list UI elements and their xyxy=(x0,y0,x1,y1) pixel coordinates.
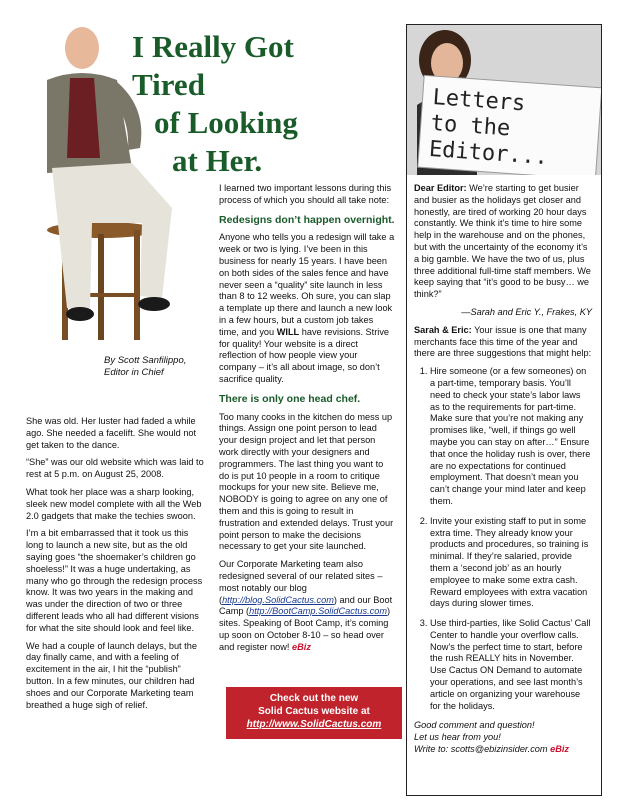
tips-list xyxy=(414,366,592,712)
cta-box[interactable] xyxy=(226,687,402,739)
letter-body: We’re starting to get busier and busier as the holidays get closer and honestly, are tired of working 20 hour days constantly. We think it’s time to hire some help in the warehouse and on the phones, but with the uncertainty of the economy it’s a big gamble. We have the two of us, plus three additional full-time staff members. We keep saying that “it’s good to be busy… we think?” xyxy=(414,183,591,300)
intro-paragraph: I learned two important lessons during this process of which you should all take note: xyxy=(219,183,392,205)
write-to: Write to: scotts@ebizinsider.com xyxy=(414,744,551,755)
closing-line-2: Let us hear from you! xyxy=(414,732,501,743)
subhead-head-chef: There is only one head chef. xyxy=(219,392,361,405)
reply-label: Sarah & Eric: xyxy=(414,324,472,335)
cta-line-1: Check out the new xyxy=(269,693,359,704)
reply-paragraph xyxy=(414,325,592,360)
tip-item: 1. Hire someone (or a few someones) on a part-time, temporary basis. You’ll need to check your state’s labor laws as to the requirements for part-time. Make sure that you’re not making any promises like, “well, if things go well maybe you can stay on after…” Ensure that once the holiday rush is over, there are no expectations for continued employment. That doesn’t mean you can’t change your mind later and keep them. xyxy=(430,366,592,508)
cta-line-2: Solid Cactus website at xyxy=(258,706,370,717)
closing xyxy=(414,720,592,755)
left-paragraph: I’m a bit embarrassed that it took us this long to launch a new site, but as the old saying goes “the shoemaker’s children go shoeless!” It was a huge undertaking, as many who go through the redesign process know. It was two years in the making and was under the direction of two or three different leads who all had different visions for what the site should look and feel like. xyxy=(26,528,203,633)
sign-line-2: to the xyxy=(429,110,512,142)
headline-line-1: I Really Got Tired xyxy=(132,29,294,102)
sign-line-1: Letters xyxy=(431,85,527,117)
headline-line-2: of Looking xyxy=(154,105,298,140)
left-paragraph: What took her place was a sharp looking, sleek new model complete with all the Web 2.0 gadgets that make the techies swoon. xyxy=(26,486,202,521)
related-text-c: ) sites. Speaking of Boot Camp, it’s coming up soon on October 8-10 – so head over and register now! xyxy=(219,606,391,652)
reply-intro: Your issue is one that many merchants face this time of the year and there are three suggestions that might help: xyxy=(414,324,592,359)
left-paragraph: She was old. Her luster had faded a while ago. She needed a facelift. She would not get taken to the dance. xyxy=(26,416,197,450)
related-text-a: Our Corporate Marketing team also redesigned several of our related sites – most notably our blog ( xyxy=(219,559,383,605)
byline xyxy=(104,355,214,379)
byline-role: Editor in Chief xyxy=(104,367,164,378)
left-paragraph: We had a couple of launch delays, but the day finally came, and with a feeling of excitement in the air, I hit the “publish” button. In a few minutes, our children had shoes and our Corporate Marketing team breathed a huge sigh of relief. xyxy=(26,640,197,710)
byline-name: By Scott Sanfilippo, xyxy=(104,355,187,366)
letters-photo xyxy=(407,25,601,175)
ebiz-mark: eBiz xyxy=(550,744,570,755)
sign-line-3: Editor... xyxy=(428,136,549,171)
left-paragraph: “She” was our old website which was laid to rest at 5 p.m. on August 25, 2008. xyxy=(26,457,204,480)
tip-item: 2. Invite your existing staff to put in some extra time. They already know your products and procedures, so training is minimal. If they’re salaried, provide them a ‘second job’ as an hourly employee to make some extra cash. Reward employees with extra vacation days during slower times. xyxy=(430,516,592,610)
will-emphasis: WILL xyxy=(276,326,300,337)
middle-column xyxy=(219,183,395,659)
cta-url-link[interactable]: http://www.SolidCactus.com xyxy=(246,719,382,730)
bootcamp-link[interactable]: http://BootCamp.SolidCactus.com xyxy=(249,606,388,617)
ebiz-mark: eBiz xyxy=(292,641,311,652)
left-column xyxy=(26,416,208,717)
redesign-text-b: have revisions. Strive for quality! Your website is a direct reflection of how people view your company – it’s all about image, so don’t sacrifice quality. xyxy=(219,326,390,384)
related-text-b: ) and our Boot Camp ( xyxy=(219,594,393,617)
head-chef-paragraph: Too many cooks in the kitchen do mess up things. Assign one point person to lead your design project and let that person work directly with your designers and programmers. The last thing you want to do is put 10 people in a room to critique mockups for your new site. Believe me, NOBODY is going to agree on any one of them and this is going to result in frustration and extended delays. Trust your point person to make the decisions necessary to get your site launched. xyxy=(219,411,394,552)
headline-line-3: at Her. xyxy=(172,143,263,178)
redesign-paragraph xyxy=(219,232,395,385)
related-sites-paragraph xyxy=(219,559,395,653)
closing-line-1: Good comment and question! xyxy=(414,720,535,731)
blog-link[interactable]: http://blog.SolidCactus.com xyxy=(222,594,334,605)
headline xyxy=(132,28,372,180)
subhead-redesigns: Redesigns don’t happen overnight. xyxy=(219,213,395,226)
dear-editor-label: Dear Editor: xyxy=(414,183,467,193)
redesign-text-a: Anyone who tells you a redesign will take a week or two is lying. I’ve been in this business for nearly 15 years. I have been on both sides of the sales fence and have never seen a “quality” site launch in less than 8 to 12 weeks. Oh sure, you can slap a template up there and launch a new look in a few hours, but a custom job takes time, and you xyxy=(219,232,395,337)
letter-paragraph xyxy=(414,183,592,301)
closing-line-3 xyxy=(414,744,592,756)
letters-content xyxy=(414,183,592,756)
letter-signature: —Sarah and Eric Y., Frakes, KY xyxy=(461,306,592,317)
tip-item: 3. Use third-parties, like Solid Cactus’ Call Center to handle your overflow calls. Now’s the perfect time to start, before the rush REALLY hits in November. Use Cactus ON Demand to automate your operations, and see last month’s article on organizing your warehouse for the holidays. xyxy=(430,618,592,712)
